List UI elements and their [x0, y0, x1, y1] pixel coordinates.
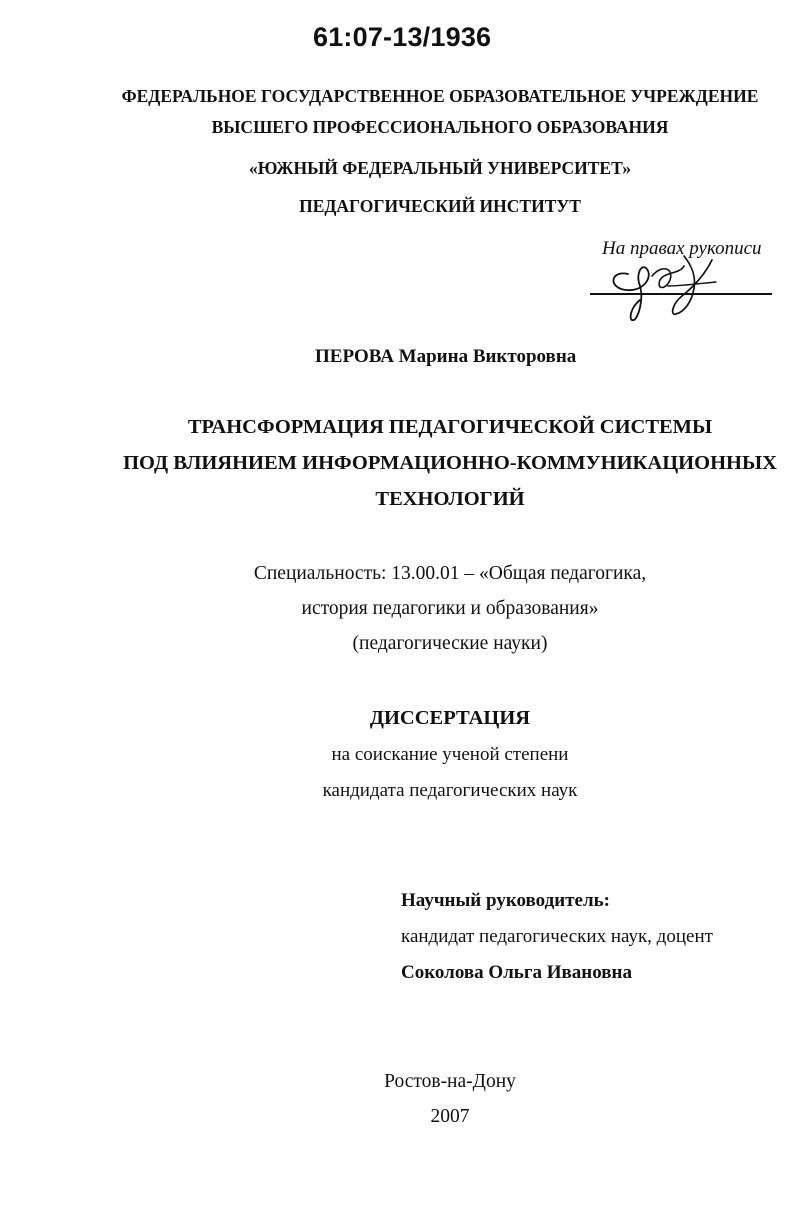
- city: Ростов-на-Дону: [384, 1071, 516, 1092]
- title-line-1: ТРАНСФОРМАЦИЯ ПЕДАГОГИЧЕСКОЙ СИСТЕМЫ: [187, 416, 713, 438]
- document-type-heading: ДИССЕРТАЦИЯ: [369, 707, 531, 729]
- supervisor-label: Научный руководитель:: [401, 890, 610, 911]
- supervisor-name: Соколова Ольга Ивановна: [401, 962, 632, 983]
- specialty-line-3: (педагогические науки): [352, 633, 548, 654]
- institution-line-2: ВЫСШЕГО ПРОФЕССИОНАЛЬНОГО ОБРАЗОВАНИЯ: [211, 117, 669, 137]
- handwritten-signature: [600, 246, 720, 326]
- title-line-2: ПОД ВЛИЯНИЕМ ИНФОРМАЦИОННО-КОММУНИКАЦИОННЫХ: [123, 452, 777, 474]
- institution-line-1: ФЕДЕРАЛЬНОЕ ГОСУДАРСТВЕННОЕ ОБРАЗОВАТЕЛЬНОЕ УЧРЕЖДЕНИЕ: [121, 86, 759, 106]
- institution-line-3: «ЮЖНЫЙ ФЕДЕРАЛЬНЫЙ УНИВЕРСИТЕТ»: [248, 158, 632, 178]
- specialty-line-1: Специальность: 13.00.01 – «Общая педагогика,: [253, 563, 647, 584]
- author-name: ПЕРОВА Марина Викторовна: [315, 346, 577, 367]
- supervisor-degree: кандидат педагогических наук, доцент: [401, 926, 713, 947]
- year: 2007: [430, 1106, 470, 1127]
- title-line-3: ТЕХНОЛОГИЙ: [375, 488, 525, 510]
- institution-line-4: ПЕДАГОГИЧЕСКИЙ ИНСТИТУТ: [299, 196, 581, 216]
- specialty-line-2: история педагогики и образования»: [301, 598, 599, 619]
- degree-line-1: на соискание ученой степени: [331, 744, 569, 765]
- catalog-number: 61:07-13/1936: [313, 22, 492, 52]
- manuscript-rights-note: На правах рукописи: [602, 238, 762, 259]
- degree-line-2: кандидата педагогических наук: [322, 780, 578, 801]
